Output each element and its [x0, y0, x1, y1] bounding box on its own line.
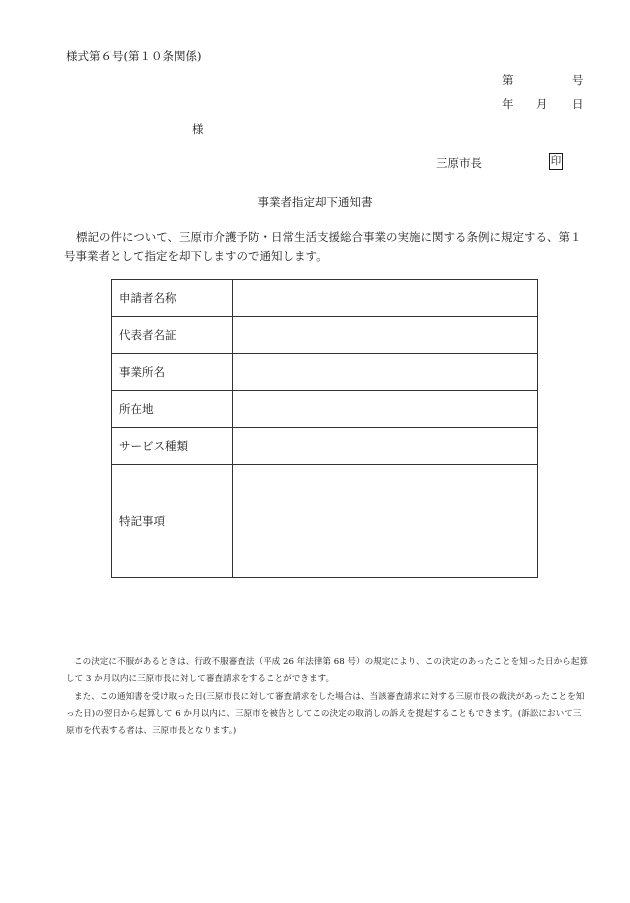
service-type-value [233, 428, 538, 465]
table-row [112, 317, 538, 354]
service-type-label: サービス種類 [112, 428, 233, 465]
document-number-suffix: 号 [572, 73, 584, 87]
address-label: 所在地 [112, 391, 233, 428]
office-name-value [233, 354, 538, 391]
table-row [112, 391, 538, 428]
table-row [112, 280, 538, 317]
date-day-label: 日 [572, 97, 584, 111]
address-value [233, 391, 538, 428]
office-name-label: 事業所名 [112, 354, 233, 391]
special-notes-value [233, 465, 538, 578]
info-table [111, 279, 538, 578]
table-row [112, 354, 538, 391]
date-year-label: 年 [502, 97, 514, 111]
form-number: 様式第６号(第１０条関係) [66, 49, 202, 63]
document-title: 事業者指定却下通知書 [257, 195, 373, 209]
applicant-name-value [233, 280, 538, 317]
document-number-prefix: 第 [502, 73, 514, 87]
notice-body: 標記の件について、三原市介護予防・日常生活支援総合事業の実施に関する条例に規定する、第１号事業者として指定を却下しますので通知します。 [64, 230, 582, 263]
addressee-honorific: 様 [192, 122, 204, 136]
representative-name-value [233, 317, 538, 354]
lawsuit-notice: また、この通知書を受け取った日(三原市長に対して審査請求をした場合は、当該審査請求に対する三原市長の裁決があったことを知った日)の翌日から起算して 6 か月以内に、三原市を被告としてこの決定の取消しの訴えを提起することもできます。(訴訟において三原市を代表する者は、三原市長となります。) [66, 692, 585, 736]
table-row [112, 428, 538, 465]
date-month-label: 月 [536, 97, 548, 111]
seal-mark: 印 [549, 153, 563, 170]
representative-name-label: 代表者名証 [112, 317, 233, 354]
applicant-name-label: 申請者名称 [112, 280, 233, 317]
issuer-title: 三原市長 [436, 156, 482, 170]
special-notes-label: 特記事項 [112, 465, 233, 578]
table-row [112, 465, 538, 578]
appeal-notice: この決定に不服があるときは、行政不服審査法（平成 26 年法律第 68 号）の規定により、この決定のあったことを知った日から起算して 3 か月以内に三原市長に対して審査請求をすることができます。 [66, 657, 588, 684]
